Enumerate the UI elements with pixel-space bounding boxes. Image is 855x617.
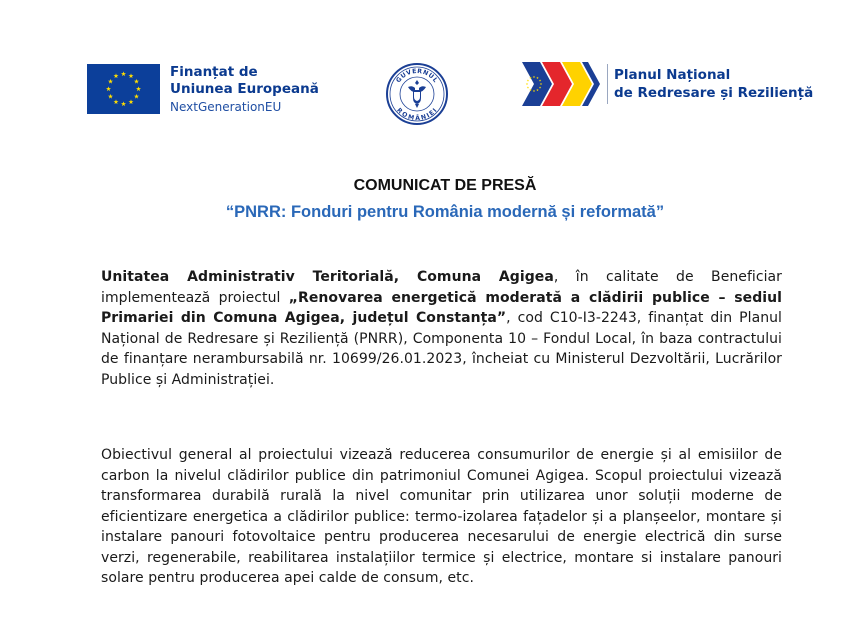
pnrr-divider xyxy=(607,64,608,104)
romanian-government-seal-icon xyxy=(386,63,448,125)
pnrr-arrows-icon xyxy=(522,62,604,106)
seal-top-text: GUVERNUL xyxy=(394,67,440,85)
eu-star-icon xyxy=(114,99,119,104)
paragraph-project-intro xyxy=(101,267,782,390)
pnrr-line2: de Redresare și Reziliență xyxy=(614,85,814,101)
eu-star-icon xyxy=(129,99,134,104)
eu-star-icon xyxy=(121,101,126,106)
pnrr-star-icon xyxy=(527,86,529,88)
eu-star-icon xyxy=(136,86,141,91)
pnrr-star-icon xyxy=(526,83,528,85)
pnrr-text xyxy=(614,66,813,102)
paragraph1-text-a: , în calitate de Beneficiar implementează proiectul xyxy=(101,269,782,306)
eu-funding-line1: Finanțat de xyxy=(170,64,258,80)
eu-star-icon xyxy=(108,94,113,99)
press-release-title: COMUNICAT DE PRESĂ xyxy=(353,177,537,194)
seal-bottom-text: ROMÂNIEI xyxy=(395,106,439,123)
eu-funding-text xyxy=(170,64,319,116)
paragraph1-text-b: , cod C10-I3-2243, finanțat din Planul Național de Redresare și Reziliență (PNRR), Componenta 10 – Fondul Local, în baza contractului de finanțare nerambursabilă nr. 10699/26.01.2023, încheiat cu Ministerul Dezvoltării, Lucrărilor Publice și Administrației. xyxy=(101,310,782,388)
eu-star-icon xyxy=(134,79,139,84)
eu-flag-icon xyxy=(87,64,160,114)
pnrr-line1: Planul Național xyxy=(614,67,731,83)
eu-star-icon xyxy=(134,94,139,99)
eu-star-icon xyxy=(114,73,119,78)
paragraph-project-objective: Obiectivul general al proiectului vizează reducerea consumurilor de energie și al emisiilor de carbon la nivelul clădirilor publice din patrimoniul Comunei Agigea. Scopul proiectului vizează transformarea durabilă rurală la nivel comunitar prin utilizarea unor soluții moderne de eficientizare energetica a clădirilor publice: termo-izolarea fațadelor și a planșeelor, montare și instalare panouri fotovoltaice pentru producerea necesarului de energie electrică din surse verzi, regenerabile, reabilitarea instalațiilor termice și electrice, montare si instalare panouri solare pentru producerea apei calde de consum, etc. xyxy=(101,447,782,586)
eu-funding-line2: Uniunea Europeană xyxy=(170,81,319,97)
eu-funding-logo xyxy=(87,64,319,116)
eu-star-icon xyxy=(121,71,126,76)
pnrr-star-icon xyxy=(527,79,529,81)
press-release-subtitle: “PNRR: Fonduri pentru România modernă și reformată” xyxy=(225,203,665,221)
eu-star-icon xyxy=(108,79,113,84)
eu-funding-line3: NextGenerationEU xyxy=(170,100,282,114)
beneficiary-name: Unitatea Administrativ Teritorială, Comuna Agigea xyxy=(101,269,554,285)
project-title: „Renovarea energetică moderată a clădirii publice – sediul Primariei din Comuna Agigea, județul Constanța” xyxy=(101,289,782,326)
eu-star-icon xyxy=(106,86,111,91)
pnrr-logo xyxy=(522,62,813,106)
eu-star-icon xyxy=(129,73,134,78)
